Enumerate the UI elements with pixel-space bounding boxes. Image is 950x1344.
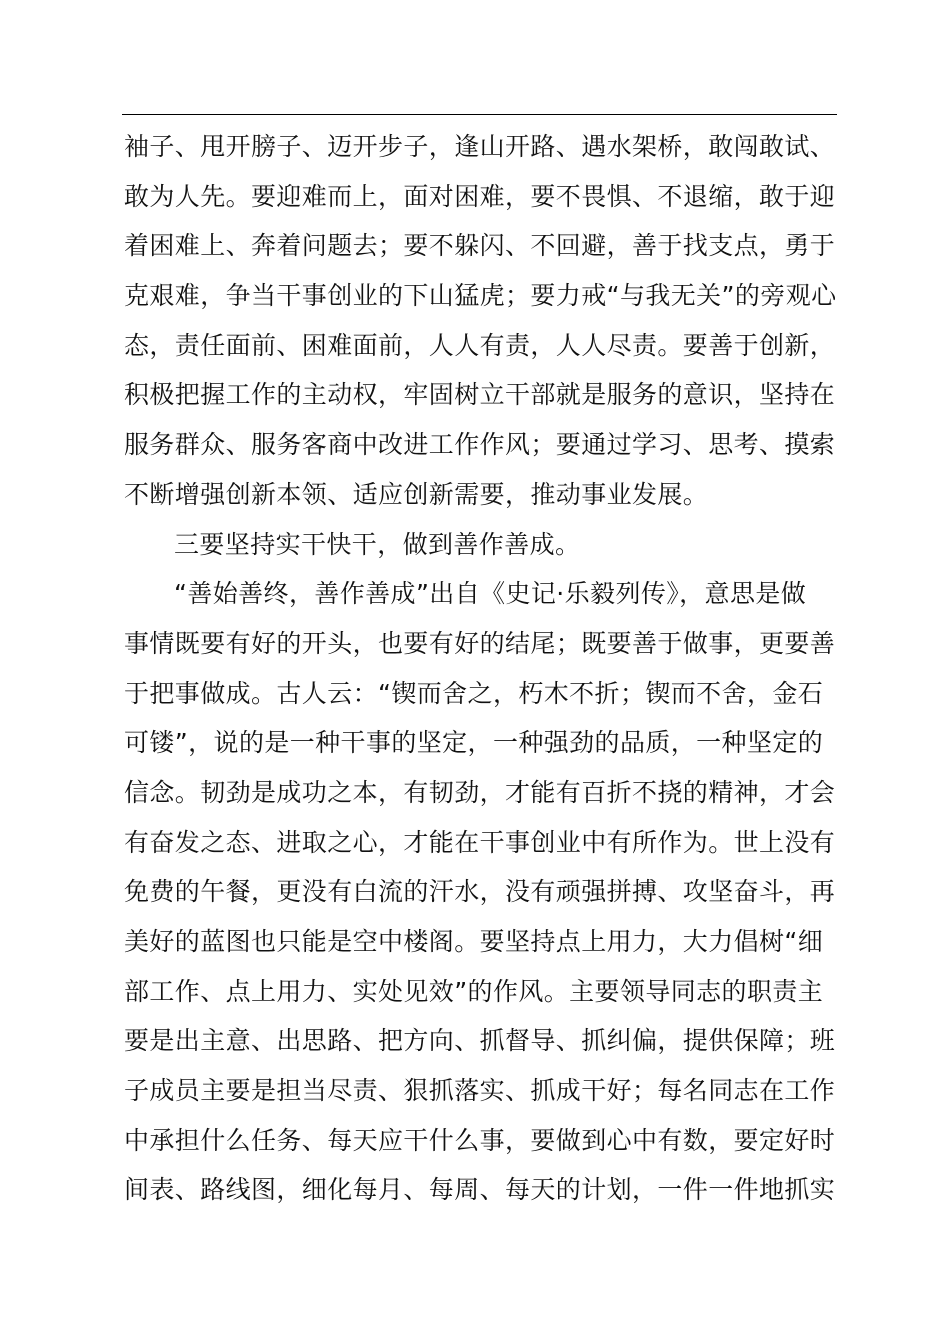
text-line: 克艰难，争当干事创业的下山猛虎；要力戒“与我无关”的旁观心 [124, 281, 837, 311]
text-line: 免费的午餐，更没有白流的汗水，没有顽强拼搏、攻坚奋斗，再 [124, 877, 836, 907]
text-line: 间表、路线图，细化每月、每周、每天的计划，一件一件地抓实 [124, 1175, 836, 1205]
text-line: 可镂”，说的是一种干事的坚定，一种强劲的品质，一种坚定的 [124, 728, 824, 758]
section-heading: 三要坚持实干快干，做到善作善成。 [174, 529, 581, 559]
text-line: 有奋发之态、进取之心，才能在干事创业中有所作为。世上没有 [124, 827, 836, 857]
text-line: 部工作、点上用力、实处见效”的作风。主要领导同志的职责主 [124, 976, 824, 1006]
text-line: 着困难上、奔着问题去；要不躲闪、不回避，善于找支点，勇于 [124, 231, 836, 261]
text-line: 美好的蓝图也只能是空中楼阁。要坚持点上用力，大力倡树“细 [124, 927, 824, 956]
body-text [124, 122, 844, 1215]
text-line: 于把事做成。古人云：“锲而舍之，朽木不折；锲而不舍，金石 [124, 678, 824, 708]
text-line: 要是出主意、出思路、把方向、抓督导、抓纠偏，提供保障；班 [124, 1026, 836, 1056]
text-line: 态，责任面前、困难面前，人人有责，人人尽责。要善于创新， [124, 330, 836, 360]
text-line: 事情既要有好的开头，也要有好的结尾；既要善于做事，更要善 [124, 628, 836, 658]
text-line: 服务群众、服务客商中改进工作作风；要通过学习、思考、摸索 [124, 430, 836, 460]
text-line: 子成员主要是担当尽责、狠抓落实、抓成干好；每名同志在工作 [124, 1076, 836, 1106]
text-line: 不断增强创新本领、适应创新需要，推动事业发展。 [124, 479, 709, 509]
text-line: 积极把握工作的主动权，牢固树立干部就是服务的意识，坚持在 [124, 380, 836, 410]
paragraph-start: “善始善终，善作善成”出自《史记·乐毅列传》，意思是做 [174, 579, 807, 609]
text-line: 敢为人先。要迎难而上，面对困难，要不畏惧、不退缩，敢于迎 [124, 181, 836, 211]
text-line: 信念。韧劲是成功之本，有韧劲，才能有百折不挠的精神，才会 [124, 777, 836, 807]
text-line: 中承担什么任务、每天应干什么事，要做到心中有数，要定好时 [124, 1125, 836, 1155]
header-rule [122, 114, 837, 115]
text-line: 袖子、甩开膀子、迈开步子，逢山开路、遇水架桥，敢闯敢试、 [124, 132, 836, 161]
